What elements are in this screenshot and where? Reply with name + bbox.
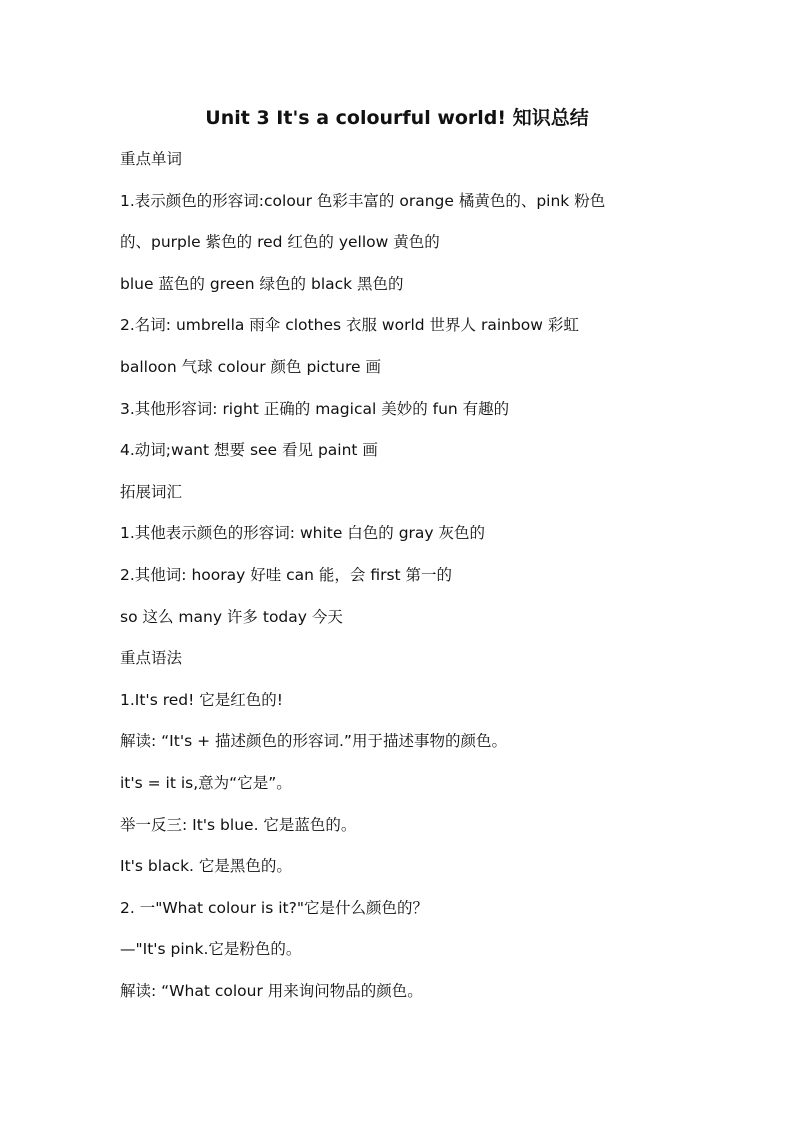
document-body: [120, 146, 690, 1019]
text-line: balloon 气球 colour 颜色 picture 画: [120, 357, 382, 376]
text-line: blue 蓝色的 green 绿色的 black 黑色的: [120, 274, 404, 293]
text-line: 4.动词;want 想要 see 看见 paint 画: [120, 441, 378, 460]
text-line: 1.It's red! 它是红色的!: [120, 690, 283, 709]
text-line: 2. 一"What colour is it?"它是什么颜色的？: [120, 898, 428, 917]
document-title: Unit 3 It's a colourful world! 知识总结: [205, 107, 589, 129]
section-heading-key-words: 重点单词: [120, 150, 183, 168]
text-line: It's black. 它是黑色的。: [120, 857, 292, 876]
text-line: 1.表示颜色的形容词:colour 色彩丰富的 orange 橘黄色的、pink 粉色: [120, 191, 606, 210]
text-line: so 这么 many 许多 today 今天: [120, 607, 343, 626]
text-line: —"It's pink.它是粉色的。: [120, 940, 302, 959]
text-line: 3.其他形容词: right 正确的 magical 美妙的 fun 有趣的: [120, 399, 510, 418]
text-line: 的、purple 紫色的 red 红色的 yellow 黄色的: [120, 233, 440, 252]
text-line: 举一反三: It's blue. 它是蓝色的。: [120, 815, 357, 834]
text-line: 解读: “It's + 描述颜色的形容词.”用于描述事物的颜色。: [120, 732, 507, 751]
section-heading-grammar: 重点语法: [120, 649, 183, 668]
text-line: 解读: “What colour 用来询问物品的颜色。: [120, 981, 423, 1000]
text-line: 1.其他表示颜色的形容词: white 白色的 gray 灰色的: [120, 524, 486, 543]
section-heading-extended-vocab: 拓展词汇: [120, 482, 183, 501]
text-line: 2.其他词: hooray 好哇 can 能，会 first 第一的: [120, 565, 453, 584]
text-line: 2.名词: umbrella 雨伞 clothes 衣服 world 世界人 rainbow 彩虹: [120, 316, 579, 335]
text-line: it's = it is,意为“它是”。: [120, 773, 292, 792]
